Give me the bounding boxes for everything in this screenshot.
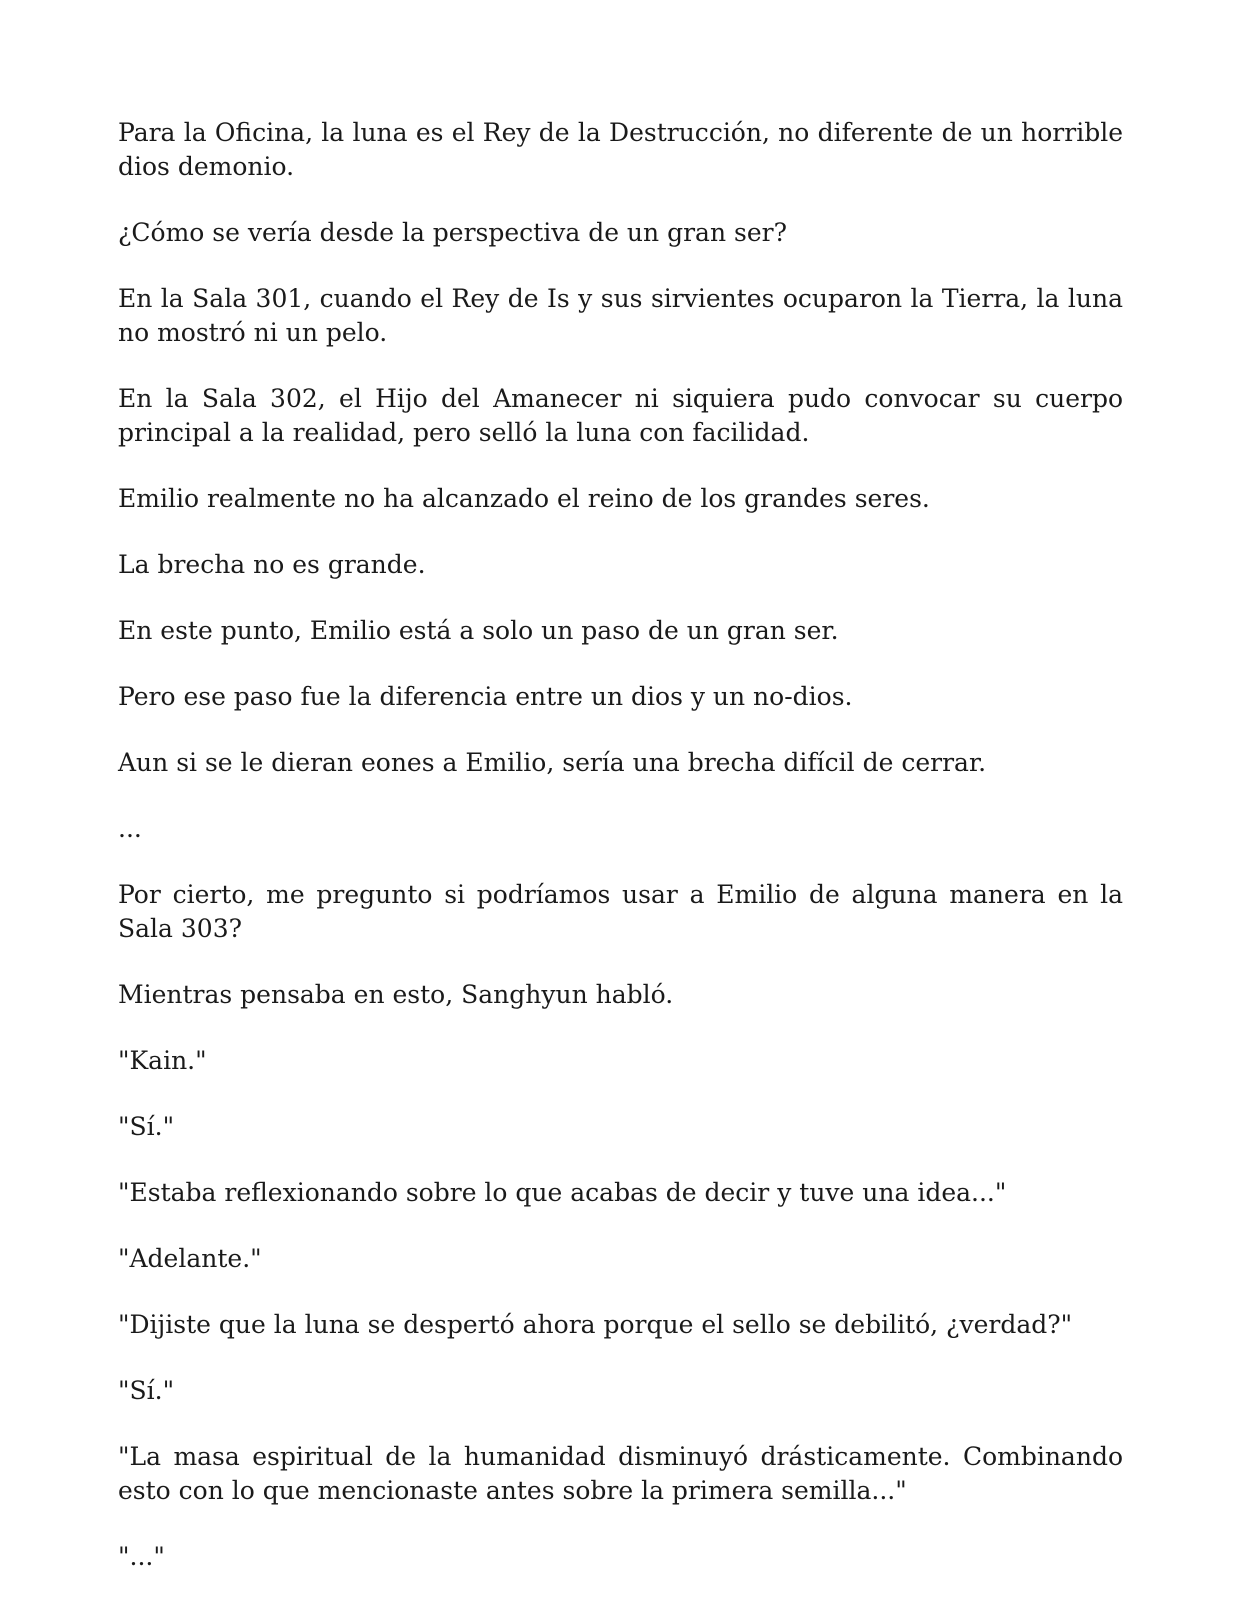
paragraph: Para la Oficina, la luna es el Rey de la Destrucción, no diferente de un horrible dios demonio. <box>118 118 1123 181</box>
dialogue-line: "La masa espiritual de la humanidad disminuyó drásticamente. Combinando esto con lo que mencionaste antes sobre la primera semilla..." <box>118 1442 1123 1505</box>
paragraph: Mientras pensaba en esto, Sanghyun habló. <box>118 980 674 1009</box>
paragraph: Pero ese paso fue la diferencia entre un dios y un no-dios. <box>118 682 853 711</box>
paragraph: En este punto, Emilio está a solo un paso de un gran ser. <box>118 616 839 645</box>
paragraph: La brecha no es grande. <box>118 550 426 579</box>
scene-break: ... <box>118 814 142 843</box>
dialogue-line: "Estaba reflexionando sobre lo que acabas de decir y tuve una idea..." <box>118 1178 1007 1207</box>
paragraph: En la Sala 301, cuando el Rey de Is y sus sirvientes ocuparon la Tierra, la luna no mostró ni un pelo. <box>118 284 1123 347</box>
dialogue-line: "Kain." <box>118 1046 207 1075</box>
paragraph: Aun si se le dieran eones a Emilio, sería una brecha difícil de cerrar. <box>118 748 987 777</box>
document-body <box>118 116 1123 1574</box>
paragraph: Por cierto, me pregunto si podríamos usar a Emilio de alguna manera en la Sala 303? <box>118 880 1123 943</box>
dialogue-line: "Sí." <box>118 1376 175 1405</box>
dialogue-line: "Adelante." <box>118 1244 262 1273</box>
dialogue-line: "Sí." <box>118 1112 175 1141</box>
paragraph: Emilio realmente no ha alcanzado el reino de los grandes seres. <box>118 484 930 513</box>
dialogue-line: "..." <box>118 1542 165 1571</box>
paragraph: ¿Cómo se vería desde la perspectiva de un gran ser? <box>118 218 787 247</box>
paragraph: En la Sala 302, el Hijo del Amanecer ni siquiera pudo convocar su cuerpo principal a la realidad, pero selló la luna con facilidad. <box>118 384 1123 447</box>
dialogue-line: "Dijiste que la luna se despertó ahora porque el sello se debilitó, ¿verdad?" <box>118 1310 1073 1339</box>
